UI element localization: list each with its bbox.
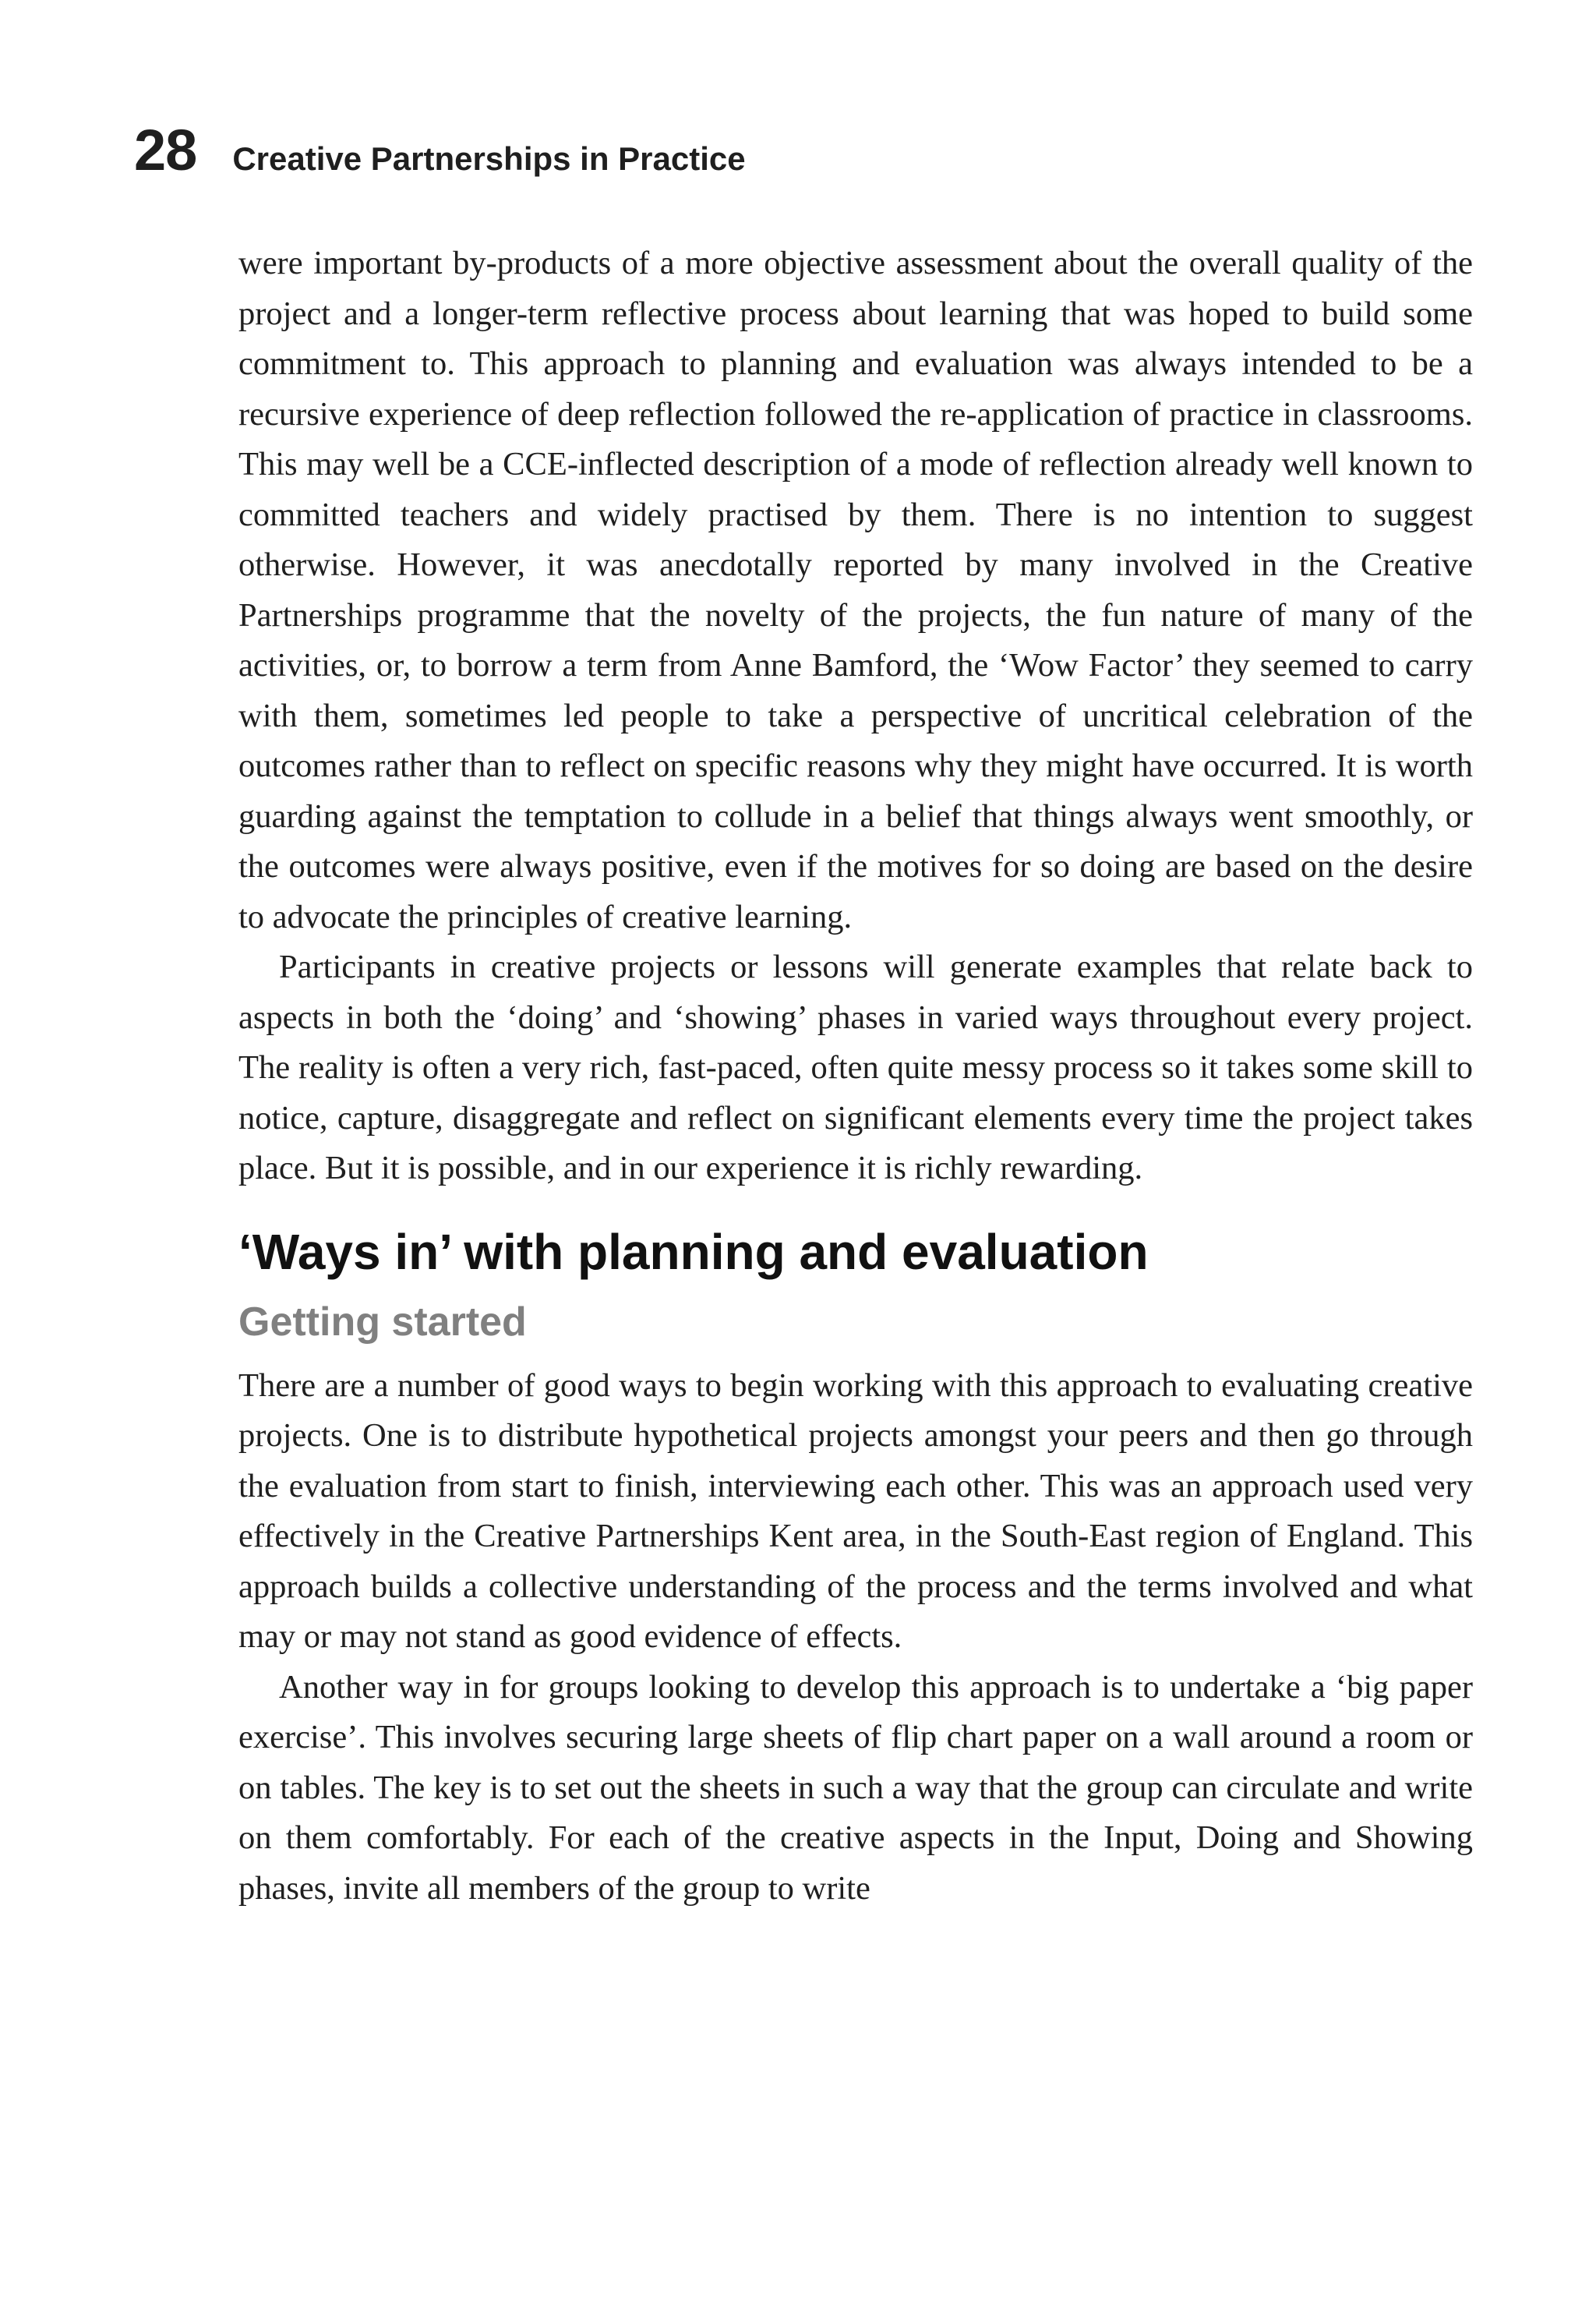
page-number: 28	[134, 118, 197, 182]
body-paragraph: Another way in for groups looking to develop this approach is to undertake a ‘big paper exercise’. This involves securing large sheets of flip chart paper on a wall around a room or on tables. The key is to set out the sheets in such a way that the group can circulate and write on them comfortably. For each of the creative aspects in the Input, Doing and Showing phases, invite all members of the group to write	[238, 1668, 1473, 1907]
section-heading: ‘Ways in’ with planning and evaluation	[238, 1223, 1149, 1280]
body-paragraph: Participants in creative projects or lessons will generate examples that relate back to aspects in both the ‘doing’ and ‘showing’ phases in varied ways throughout every project. The reality is often a very rich, fast-paced, often quite messy process so it takes some skill to notice, capture, disaggregate and reflect on significant elements every time the project takes place. But it is possible, and in our experience it is richly rewarding.	[238, 949, 1473, 1186]
subsection-heading: Getting started	[238, 1299, 527, 1345]
running-title: Creative Partnerships in Practice	[232, 140, 746, 177]
body-paragraph: were important by-products of a more objective assessment about the overall quality of the project and a longer-term reflective process about learning that was hoped to build some commitment to. This approach to planning and evaluation was always intended to be a recursive experience of deep reflection followed the re-application of practice in classrooms. This may well be a CCE-inflected description of a mode of reflection already well known to committed teachers and widely practised by them. There is no intention to suggest otherwise. However, it was anecdotally reported by many involved in the Creative Partnerships programme that the novelty of the projects, the fun nature of many of the activities, or, to borrow a term from Anne Bamford, the ‘Wow Factor’ they seemed to carry with them, sometimes led people to take a perspective of uncritical celebration of the outcomes rather than to reflect on specific reasons why they might have occurred. It is worth guarding against the temptation to collude in a belief that things always went smoothly, or the outcomes were always positive, even if the motives for so doing are based on the desire to advocate the principles of creative learning.	[238, 245, 1473, 935]
page-body	[238, 239, 1473, 1914]
body-paragraph: There are a number of good ways to begin working with this approach to evaluating creative projects. One is to distribute hypothetical projects amongst your peers and then go through the evaluation from start to finish, interviewing each other. This was an approach used very effectively in the Creative Partnerships Kent area, in the South-East region of England. This approach builds a collective understanding of the process and the terms involved and what may or may not stand as good evidence of effects.	[238, 1366, 1473, 1655]
page-header	[134, 117, 746, 183]
